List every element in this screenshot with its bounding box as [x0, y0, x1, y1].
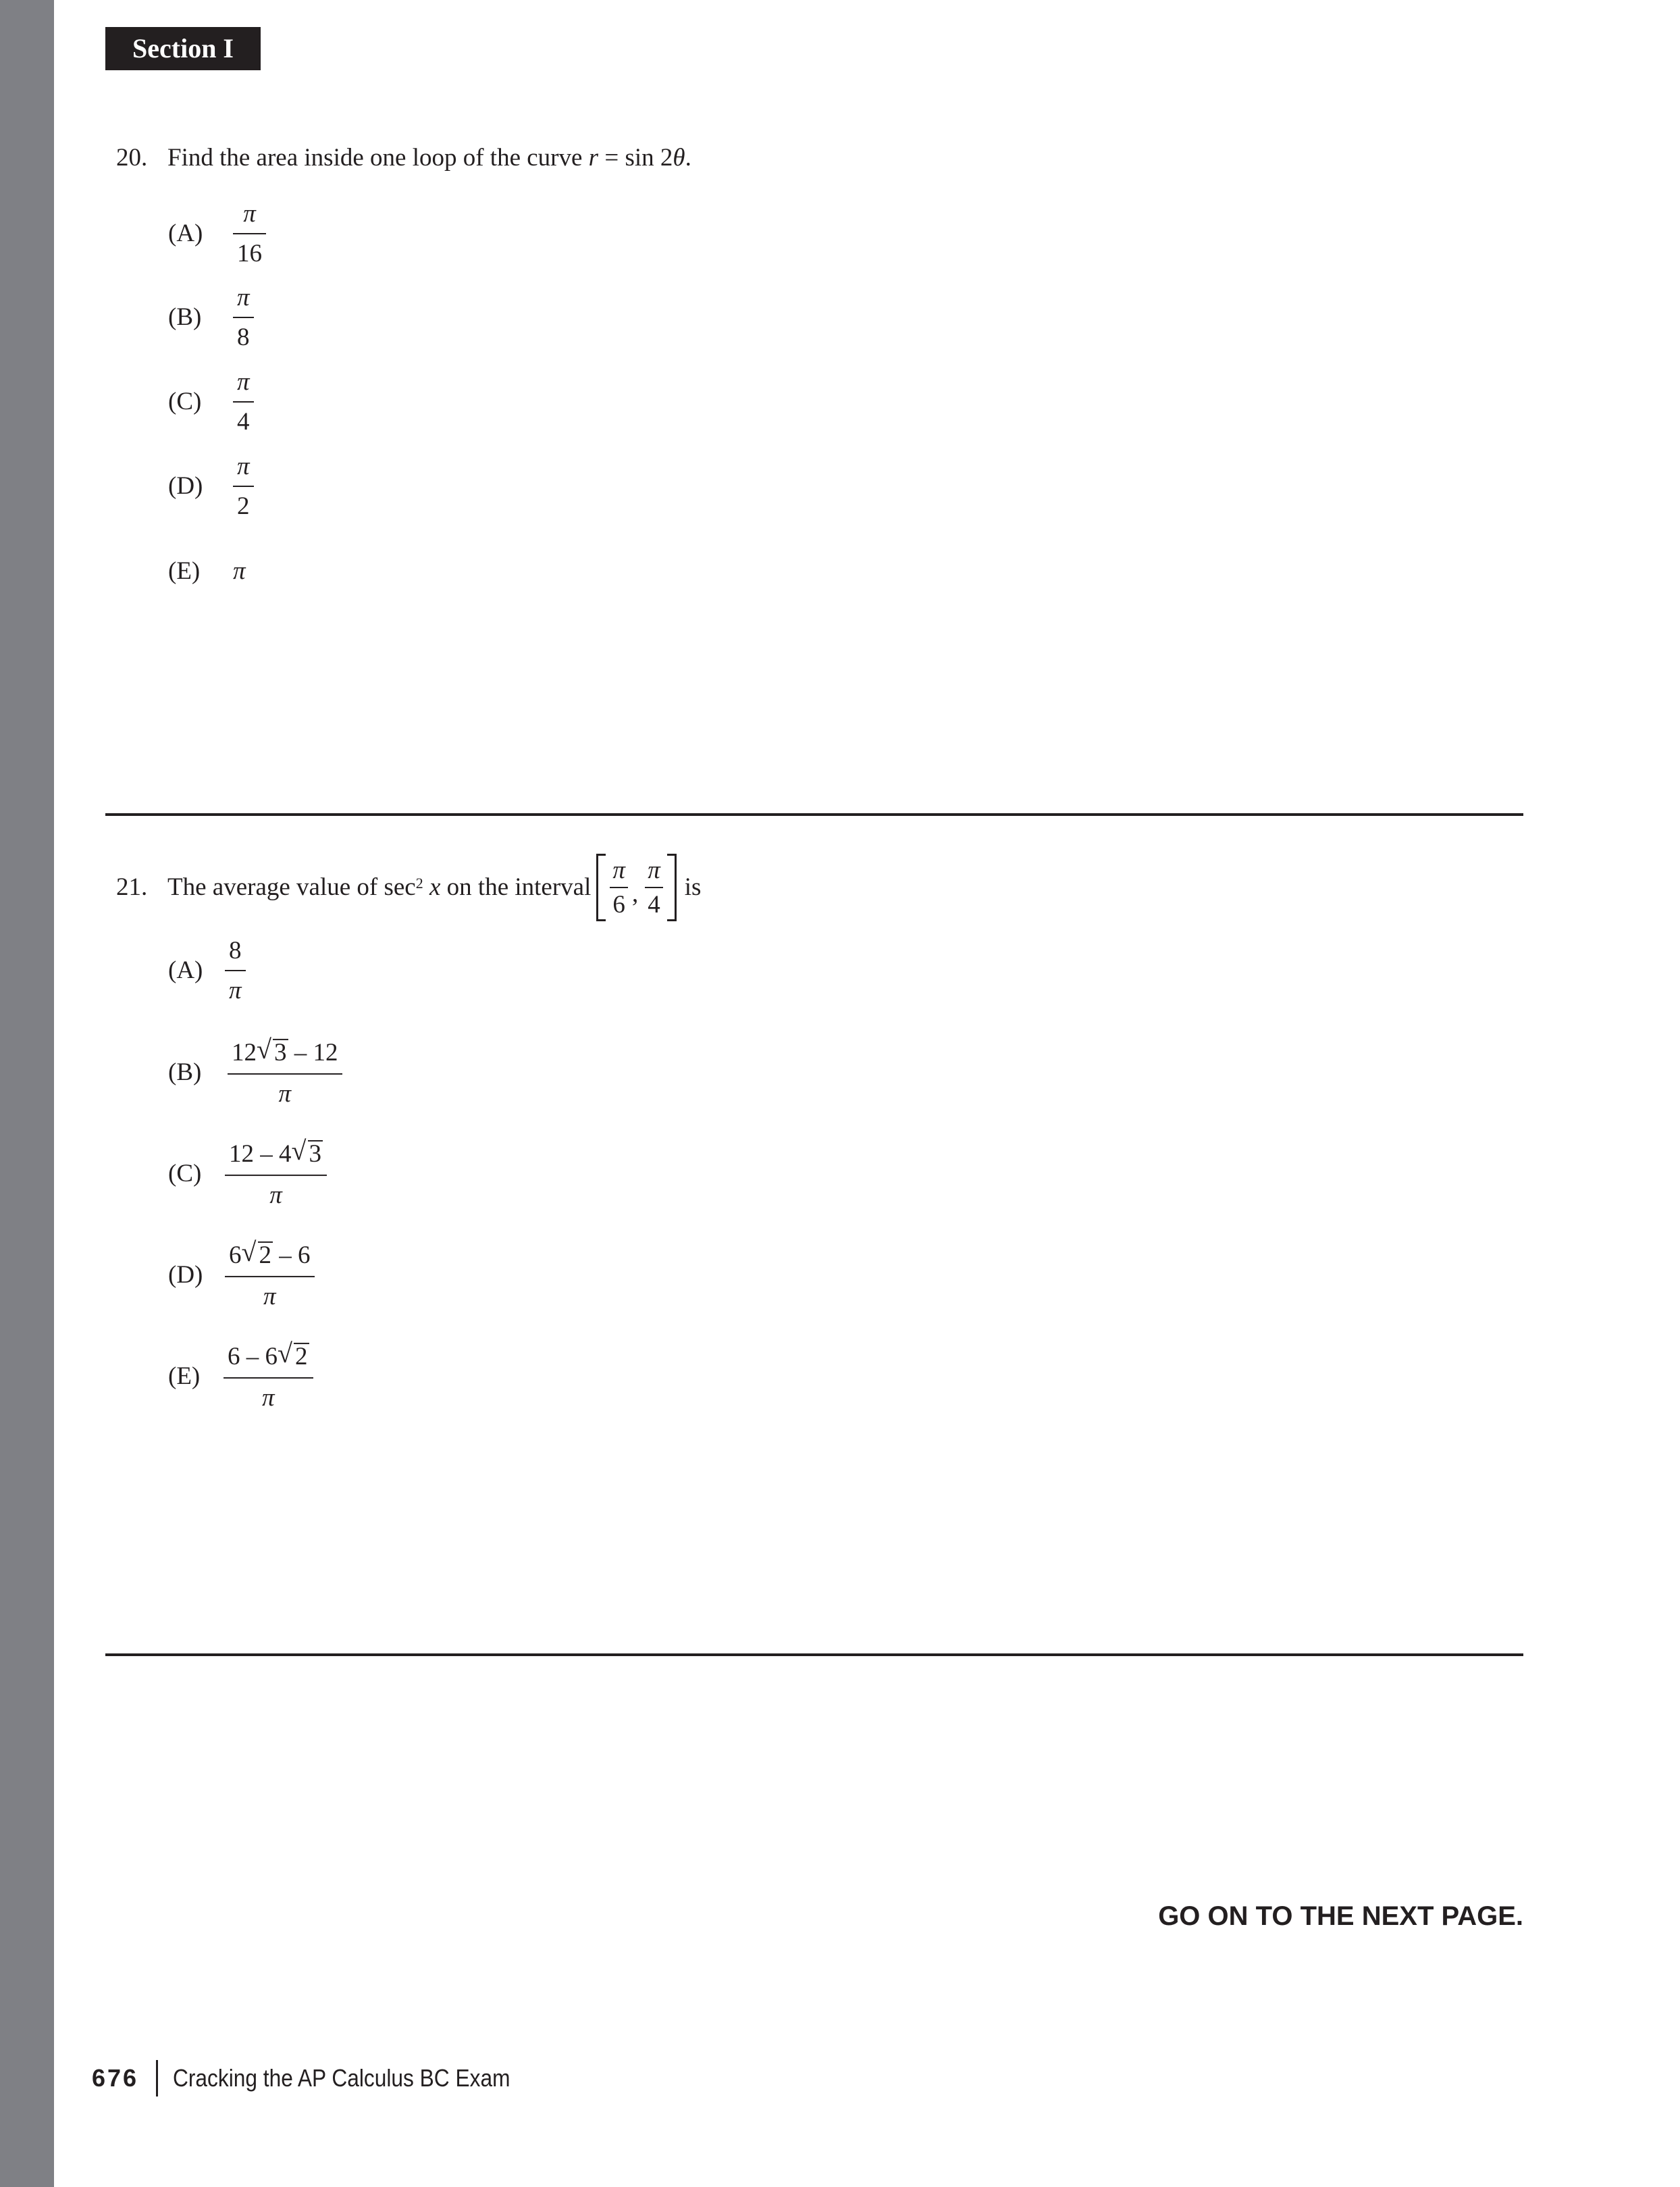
- question-20-stem: 20. Find the area inside one loop of the curve r = sin 2θ.: [116, 144, 691, 172]
- divider-rule: [105, 813, 1523, 816]
- choice-label: (B): [168, 303, 202, 331]
- choice-fraction: 12 – 4 √ 3 π: [225, 1137, 327, 1210]
- choice-value: π: [233, 557, 246, 585]
- choice-label: (D): [168, 472, 203, 500]
- section-label: Section I: [105, 27, 261, 70]
- choice-label: (A): [168, 220, 203, 247]
- choice-label: (E): [168, 557, 201, 585]
- square-root: √ 3: [257, 1034, 287, 1067]
- choice-fraction: 12 √ 3 – 12 π: [228, 1036, 342, 1109]
- choice-label: (C): [168, 1160, 202, 1187]
- question-number: 20.: [116, 144, 148, 172]
- square-root: √ 2: [278, 1338, 308, 1371]
- choice-fraction: π 16: [233, 199, 266, 269]
- choice-fraction: 6 √ 2 – 6 π: [225, 1239, 315, 1312]
- question-number: 21.: [116, 873, 148, 901]
- choice-label: (E): [168, 1362, 201, 1390]
- footer-divider: [156, 2060, 158, 2096]
- book-title: Cracking the AP Calculus BC Exam: [173, 2064, 510, 2092]
- choice-label: (B): [168, 1058, 202, 1086]
- page-number: 676: [92, 2064, 139, 2092]
- square-root: √ 2: [241, 1237, 271, 1270]
- choice-fraction: 6 – 6 √ 2 π: [224, 1340, 313, 1413]
- page-footer: [92, 2060, 556, 2096]
- interval-brackets: $\frac{\pi}{6}$ , $\frac{\pi}{4}$: [596, 854, 676, 921]
- divider-rule: [105, 1653, 1523, 1656]
- left-margin-bar: [0, 0, 54, 2187]
- choice-fraction: 8 π: [225, 935, 246, 1006]
- choice-fraction: π 8: [233, 282, 254, 353]
- choice-fraction: π 4: [233, 367, 254, 437]
- choice-label: (A): [168, 956, 203, 984]
- choice-label: (C): [168, 388, 202, 415]
- choice-label: (D): [168, 1261, 203, 1289]
- question-21-stem: 21. The average value of sec $^2$ x on the interval $\frac{\pi}{6}$ , $\frac{\pi}{4}$ is: [116, 854, 701, 921]
- go-on-notice: GO ON TO THE NEXT PAGE.: [1158, 1901, 1523, 1931]
- choice-fraction: π 2: [233, 451, 254, 521]
- square-root: √ 3: [291, 1135, 321, 1168]
